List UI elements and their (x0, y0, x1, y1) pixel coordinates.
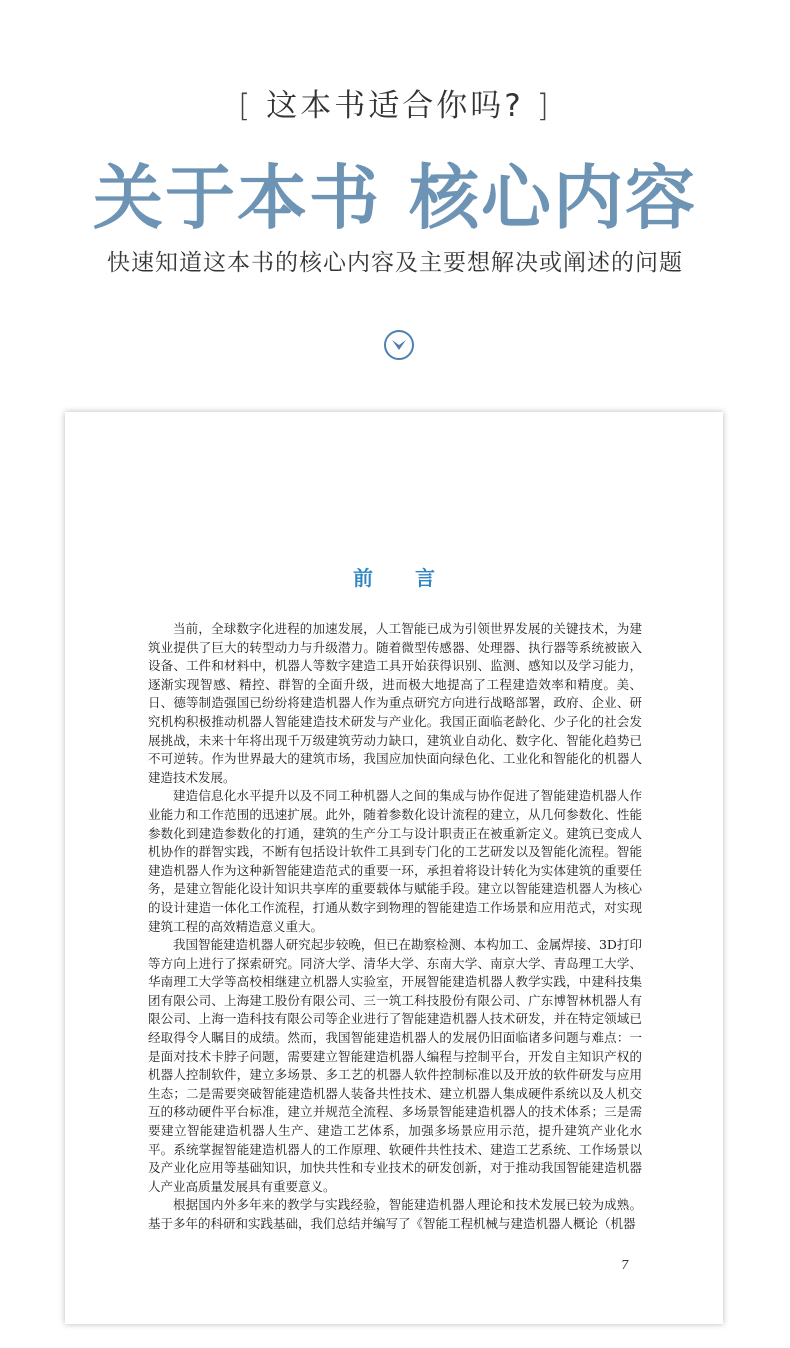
paragraph: 根据国内外多年来的教学与实践经验，智能建造机器人理论和技术发展已较为成熟。基于多年的科研和实践基础，我们总结并编写了《智能工程机械与建造机器人概论（机器 (148, 1197, 642, 1231)
preface-heading (65, 562, 723, 591)
title-part-1: 关于本书 (93, 156, 381, 239)
heading-char-2: 言 (415, 566, 435, 590)
heading-char-1: 前 (353, 566, 373, 590)
page-title (0, 142, 790, 243)
subtitle: 快速知道这本书的核心内容及主要想解决或阐述的问题 (107, 250, 683, 276)
title-part-2: 核心内容 (409, 156, 697, 239)
tagline (0, 80, 790, 125)
page-number: 7 (621, 1258, 629, 1272)
intro-section (0, 0, 790, 400)
preface-body (148, 620, 642, 1234)
bracket-close: ] (536, 88, 552, 124)
tagline-text: 这本书适合你吗? (266, 88, 524, 124)
chevron-down-circle-icon[interactable] (384, 330, 414, 360)
paragraph: 我国智能建造机器人研究起步较晚，但已在勘察检测、本构加工、金属焊接、3D打印等方向上进行了探索研究。同济大学、清华大学、东南大学、南京大学、青岛理工大学、华南理工大学等高校相继建立机器人实验室，开展智能建造机器人教学实践，中建科技集团有限公司、上海建工股份有限公司、三一筑工科技股份有限公司、广东博智林机器人有限公司、上海一造科技有限公司等企业进行了智能建造机器人技术研发，并在特定领域已经取得令人瞩目的成绩。然而，我国智能建造机器人的发展仍旧面临诸多问题与难点：一是面对技术卡脖子问题，需要建立智能建造机器人编程与控制平台，开发自主知识产权的机器人控制软件，建立多场景、多工艺的机器人软件控制标准以及开放的软件研发与应用生态；二是需要突破智能建造机器人装备共性技术、建立机器人集成硬件系统以及人机交互的移动硬件平台标准，建立并规范全流程、多场景智能建造机器人的技术体系；三是需要建立智能建造机器人生产、建造工艺体系，加强多场景应用示范，提升建筑产业化水平。系统掌握智能建造机器人的工作原理、软硬件共性技术、建造工艺系统、工作场景以及产业化应用等基础知识，加快共性和专业技术的研发创新，对于推动我国智能建造机器人产业高质量发展具有重要意义。 (148, 937, 642, 1194)
paragraph: 建造信息化水平提升以及不同工种机器人之间的集成与协作促进了智能建造机器人作业能力和工作范围的迅速扩展。此外，随着参数化设计流程的建立，从几何参数化、性能参数化到建造参数化的打通，建筑的生产分工与设计职责正在被重新定义。建筑已变成人机协作的群智实践，不断有包括设计软件工具到专门化的工艺研发以及智能化流程。智能建造机器人作为这种新智能建造范式的重要一环，承担着将设计转化为实体建筑的重要任务，是建立智能化设计知识共享库的重要载体与赋能手段。建立以智能建造机器人为核心的设计建造一体化工作流程，打通从数字到物理的智能建造工作场景和应用范式，对实现建筑工程的高效精造意义重大。 (148, 788, 642, 934)
bracket-open: [ (238, 88, 254, 124)
book-page (65, 412, 723, 1324)
paragraph: 当前，全球数字化进程的加速发展，人工智能已成为引领世界发展的关键技术，为建筑业提供了巨大的转型动力与升级潜力。随着微型传感器、处理器、执行器等系统被嵌入设备、工件和材料中，机器人等数字建造工具开始获得识别、监测、感知以及学习能力，逐渐实现智感、精控、群智的全面升级，进而极大地提高了工程建造效率和精度。美、日、德等制造强国已纷纷将建造机器人作为重点研究方向进行战略部署，政府、企业、研究机构积极推动机器人智能建造技术研发与产业化。我国正面临老龄化、少子化的社会发展挑战，未来十年将出现千万级建筑劳动力缺口，建筑业自动化、数字化、智能化趋势已不可逆转。作为世界最大的建筑市场，我国应加快面向绿色化、工业化和智能化的机器人建造技术发展。 (148, 621, 642, 785)
